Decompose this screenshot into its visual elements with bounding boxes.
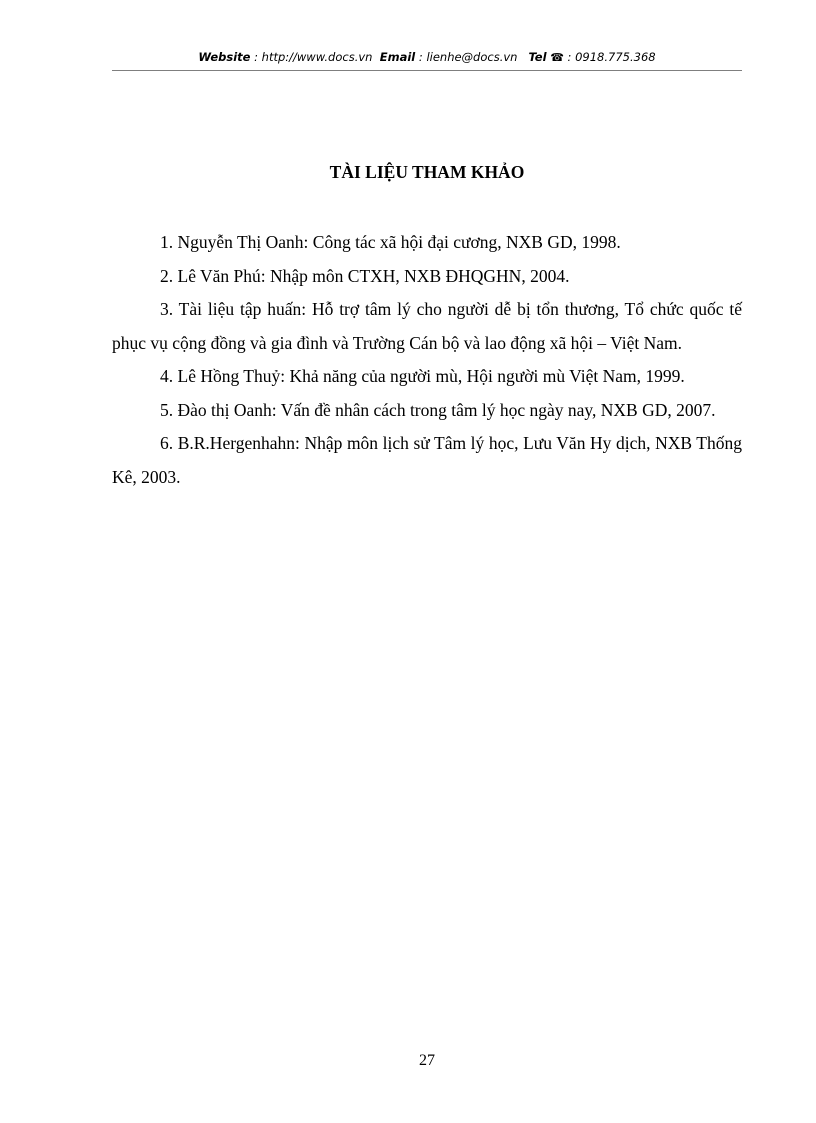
phone-icon: ☎ xyxy=(550,51,564,64)
website-url[interactable]: http://www.docs.vn xyxy=(261,50,373,64)
reference-item-1: 1. Nguyễn Thị Oanh: Công tác xã hội đại cương, NXB GD, 1998. xyxy=(160,232,621,252)
reference-item-6: 6. B.R.Hergenhahn: Nhập môn lịch sử Tâm lý học, Lưu Văn Hy dịch, NXB Thống Kê, 2003. xyxy=(112,433,742,487)
reference-item-4: 4. Lê Hồng Thuỷ: Khả năng của người mù, Hội người mù Việt Nam, 1999. xyxy=(160,366,685,386)
email-label: Email xyxy=(379,50,416,64)
page-header xyxy=(112,50,742,64)
email-address[interactable]: lienhe@docs.vn xyxy=(426,50,518,64)
reference-item-3: 3. Tài liệu tập huấn: Hỗ trợ tâm lý cho người dễ bị tổn thương, Tổ chức quốc tế phục vụ cộng đồng và gia đình và Trường Cán bộ và lao động xã hội – Việt Nam. xyxy=(112,299,742,353)
header-divider xyxy=(112,70,742,71)
tel-separator: : xyxy=(563,50,576,64)
email-separator: : xyxy=(415,50,427,64)
website-label: Website xyxy=(198,50,251,64)
website-separator: : xyxy=(250,50,262,64)
tel-label: Tel xyxy=(528,50,547,64)
page-title: TÀI LIỆU THAM KHẢO xyxy=(329,162,525,182)
tel-number: 0918.775.368 xyxy=(575,50,656,64)
page-number: 27 xyxy=(419,1052,435,1069)
reference-item-5: 5. Đào thị Oanh: Vấn đề nhân cách trong tâm lý học ngày nay, NXB GD, 2007. xyxy=(160,399,716,420)
reference-item-2: 2. Lê Văn Phú: Nhập môn CTXH, NXB ĐHQGHN, 2004. xyxy=(160,265,570,286)
reference-list xyxy=(112,226,742,494)
